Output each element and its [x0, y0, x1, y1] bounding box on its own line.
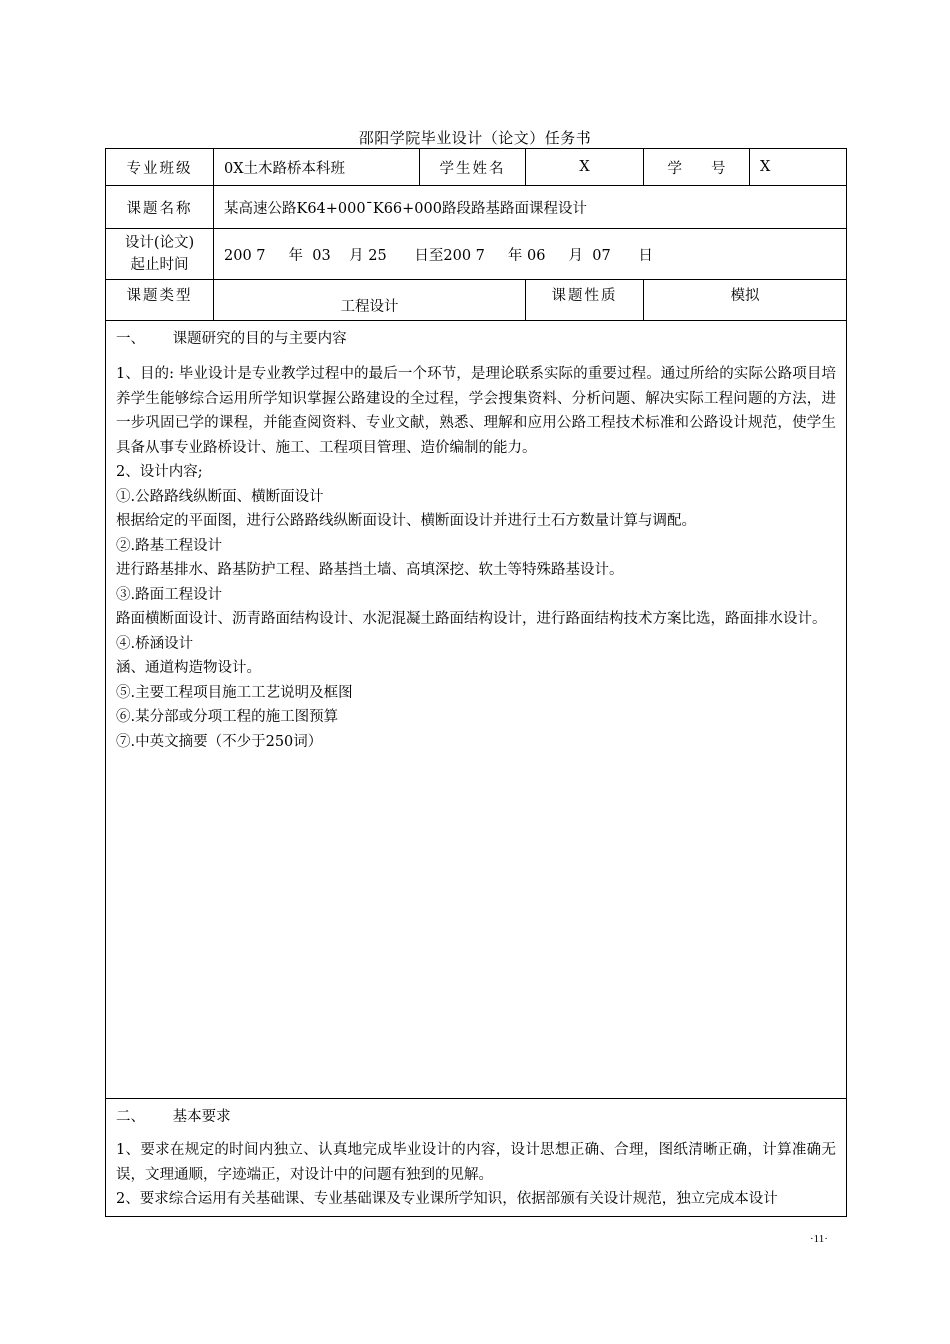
paragraph: ①.公路路线纵断面、横断面设计 [116, 488, 324, 505]
paragraph: 涵、通道构造物设计。 [116, 660, 261, 676]
paragraph: 路面横断面设计、沥青路面结构设计、水泥混凝土路面结构设计，进行路面结构技术方案比选，路面排水设计。 [116, 611, 827, 627]
paragraph: 根据给定的平面图，进行公路路线纵断面设计、横断面设计并进行土石方数量计算与调配。 [116, 513, 696, 529]
period-label-line1: 设计(论文) [124, 235, 195, 251]
paragraph: 2、设计内容; [116, 464, 203, 480]
paragraph: 进行路基排水、路基防护工程、路基挡土墙、高填深挖、软土等特殊路基设计。 [116, 562, 624, 578]
paragraph: ⑦.中英文摘要（不少于250词） [116, 733, 323, 750]
row-period [106, 229, 847, 280]
section-2-body [106, 1126, 846, 1208]
period-label-line2: 起止时间 [130, 257, 189, 273]
section-1-body [106, 348, 846, 754]
paragraph: 1、要求在规定的时间内独立、认真地完成毕业设计的内容，设计思想正确、合理，图纸清晰正确，计算准确无误，文理通顺，字迹端正，对设计中的问题有独到的见解。 [116, 1142, 836, 1183]
period-value: 200 7 年 03 月 25 日至200 7 年 06 月 07 日 [214, 229, 847, 280]
major-label: 专业班级 [106, 149, 214, 186]
page-number: ·11· [810, 1233, 828, 1245]
paragraph: ④.桥涵设计 [116, 635, 194, 652]
period-label [106, 229, 214, 280]
student-name-value: X [526, 149, 644, 186]
task-form-table [105, 148, 847, 1217]
row-type [106, 280, 847, 321]
row-class-student [106, 149, 847, 186]
paragraph: 2、要求综合运用有关基础课、专业基础课及专业课所学知识，依据部颁有关设计规范，独立完成本设计 [116, 1191, 778, 1207]
section-2-heading: 二、 基本要求 [116, 1109, 231, 1125]
paragraph: ⑤.主要工程项目施工工艺说明及框图 [116, 684, 353, 701]
type-label: 课题类型 [106, 280, 214, 321]
student-id-label: 学 号 [644, 149, 750, 186]
paragraph: ③.路面工程设计 [116, 586, 223, 603]
nature-value: 模拟 [644, 280, 847, 321]
type-value: 工程设计 [214, 280, 526, 321]
paragraph: 1、目的: 毕业设计是专业教学过程中的最后一个环节，是理论联系实际的重要过程。通过所给的实际公路项目培养学生能够综合运用所学知识掌握公路建设的全过程，学会搜集资料、分析问题、解决实际工程问题的方法，进一步巩固已学的课程，并能查阅资料、专业文献，熟悉、理解和应用公路工程技术标准和公路设计规范，使学生具备从事专业路桥设计、施工、工程项目管理、造价编制的能力。 [116, 366, 836, 456]
nature-label: 课题性质 [526, 280, 644, 321]
topic-value: 某高速公路K64+000¯K66+000路段路基路面课程设计 [214, 186, 847, 229]
section-2-cell [106, 1099, 847, 1217]
student-id-value: X [750, 149, 847, 186]
paragraph: ②.路基工程设计 [116, 537, 223, 554]
student-name-label: 学生姓名 [420, 149, 526, 186]
document-title: 邵阳学院毕业设计（论文）任务书 [358, 129, 592, 147]
section-1-heading: 一、 课题研究的目的与主要内容 [116, 331, 347, 347]
section-1-cell [106, 321, 847, 1099]
row-topic [106, 186, 847, 229]
row-section-1 [106, 321, 847, 1099]
topic-label: 课题名称 [106, 186, 214, 229]
paragraph: ⑥.某分部或分项工程的施工图预算 [116, 709, 339, 725]
row-section-2 [106, 1099, 847, 1217]
major-value: 0X土木路桥本科班 [214, 149, 420, 186]
